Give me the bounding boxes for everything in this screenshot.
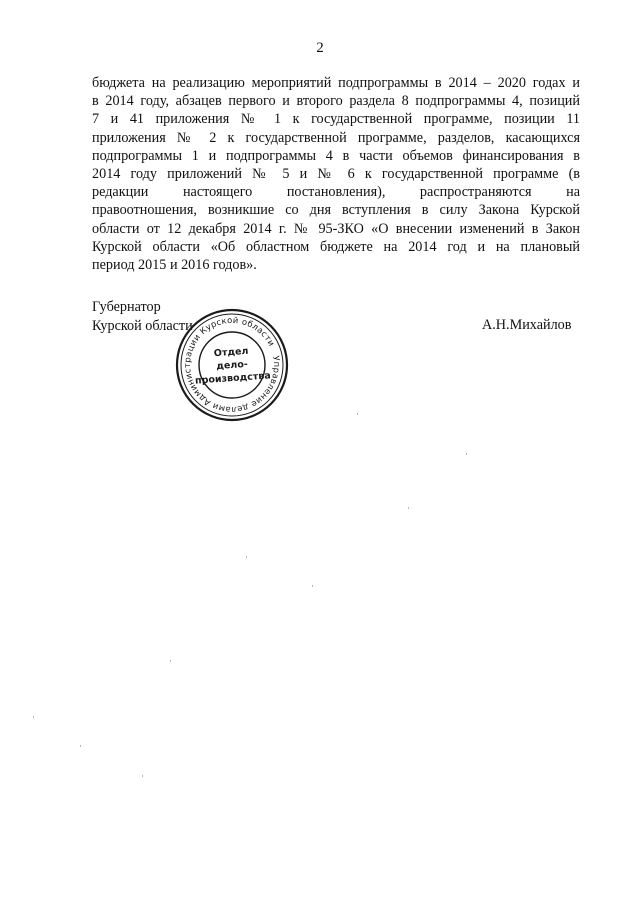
body-line: Курской области «Об областном бюджете на 2014 год и на плановый	[92, 238, 580, 255]
stamp-center-text	[169, 302, 295, 428]
body-paragraph	[92, 74, 580, 274]
stamp-ring-text: Управление делами Администрации Курской области	[181, 314, 283, 416]
scan-speck	[170, 660, 171, 662]
body-line: приложения № 2 к государственной программе, разделов, касающихся	[92, 129, 580, 146]
scan-speck	[466, 453, 467, 455]
body-line: период 2015 и 2016 годов».	[92, 257, 257, 274]
body-line: 7 и 41 приложения № 1 к государственной программе, позиции 11	[92, 111, 580, 128]
scan-speck	[246, 556, 247, 558]
signer-title-line: Губернатор	[92, 299, 161, 315]
body-line: 2014 году приложений № 5 и № 6 к государственной программе (в	[92, 166, 580, 183]
scan-speck	[312, 585, 313, 587]
signer-name: А.Н.Михайлов	[482, 317, 572, 333]
stamp-center-line: Отдел	[213, 345, 249, 359]
scan-speck	[357, 413, 358, 415]
stamp-center-line: дело-	[215, 358, 249, 372]
body-line: бюджета на реализацию мероприятий подпрограммы в 2014 – 2020 годах и	[92, 75, 580, 91]
scan-speck	[80, 745, 81, 747]
scan-speck	[142, 775, 143, 777]
office-stamp	[173, 306, 291, 424]
scan-speck	[33, 716, 34, 718]
signer-title-line: Курской области	[92, 317, 193, 334]
scan-speck	[408, 507, 409, 509]
body-line: правоотношения, возникшие со дня вступления в силу Закона Курской	[92, 202, 580, 219]
body-line: в 2014 году, абзацев первого и второго раздела 8 подпрограммы 4, позиций	[92, 93, 580, 110]
stamp-center-line: производства	[194, 369, 272, 387]
page-number: 2	[316, 40, 324, 56]
body-line: редакции настоящего постановления), распространяются на	[92, 184, 580, 201]
body-line: области от 12 декабря 2014 г. № 95-ЗКО «О внесении изменений в Закон	[92, 220, 580, 237]
body-line: подпрограммы 1 и подпрограммы 4 в части объемов финансирования в	[92, 147, 580, 164]
